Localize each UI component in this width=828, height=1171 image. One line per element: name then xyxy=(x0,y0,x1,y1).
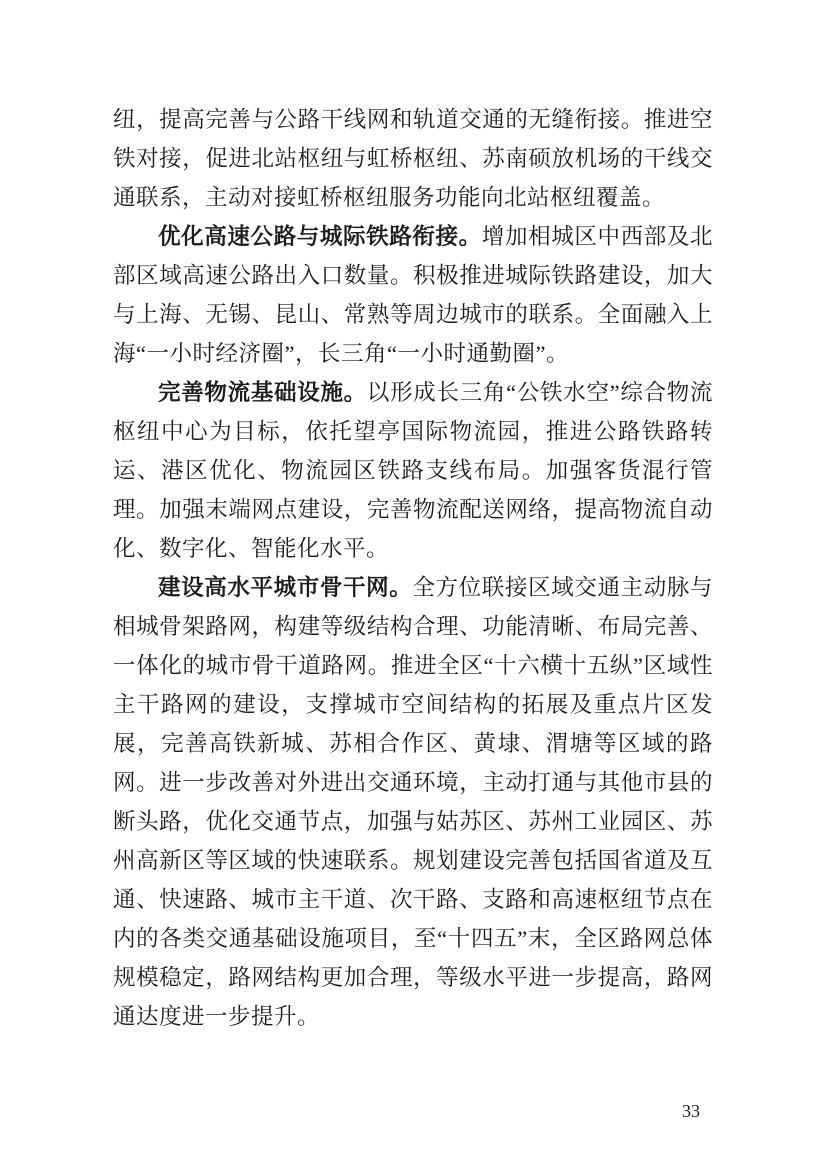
paragraph xyxy=(113,373,713,568)
page-number: 33 xyxy=(682,1101,700,1121)
paragraph-body: 增加相城区中西部及北部区域高速公路出入口数量。积极推进城际铁路建设，加大与上海、无锡、昆山、常熟等周边城市的联系。全面融入上海“一小时经济圈”，长三角“一小时通勤圈”。 xyxy=(113,224,713,366)
paragraph-body: 以形成长三角“公铁水空”综合物流枢纽中心为目标，依托望亭国际物流园，推进公路铁路转运、港区优化、物流园区铁路支线布局。加强客货混行管理。加强末端网点建设，完善物流配送网络，提高物流自动化、数字化、智能化水平。 xyxy=(113,380,713,561)
paragraph-lead: 完善物流基础设施。 xyxy=(158,380,367,405)
paragraph xyxy=(113,568,713,1036)
paragraph xyxy=(113,100,713,217)
paragraph-lead: 优化高速公路与城际铁路衔接。 xyxy=(158,224,482,249)
paragraph-lead: 建设高水平城市骨干网。 xyxy=(158,575,413,600)
paragraph xyxy=(113,217,713,373)
paragraph-body: 纽，提高完善与公路干线网和轨道交通的无缝衔接。推进空铁对接，促进北站枢纽与虹桥枢纽、苏南硕放机场的干线交通联系，主动对接虹桥枢纽服务功能向北站枢纽覆盖。 xyxy=(113,107,713,210)
paragraph-body: 全方位联接区域交通主动脉与相城骨架路网，构建等级结构合理、功能清晰、布局完善、一体化的城市骨干道路网。推进全区“十六横十五纵”区域性主干路网的建设，支撑城市空间结构的拓展及重点片区发展，完善高铁新城、苏相合作区、黄埭、渭塘等区域的路网。进一步改善对外进出交通环境，主动打通与其他市县的断头路，优化交通节点，加强与姑苏区、苏州工业园区、苏州高新区等区域的快速联系。规划建设完善包括国省道及互通、快速路、城市主干道、次干路、支路和高速枢纽节点在内的各类交通基础设施项目，至“十四五”末，全区路网总体规模稳定，路网结构更加合理，等级水平进一步提高，路网通达度进一步提升。 xyxy=(113,575,713,1029)
page-body-text xyxy=(113,100,713,1036)
